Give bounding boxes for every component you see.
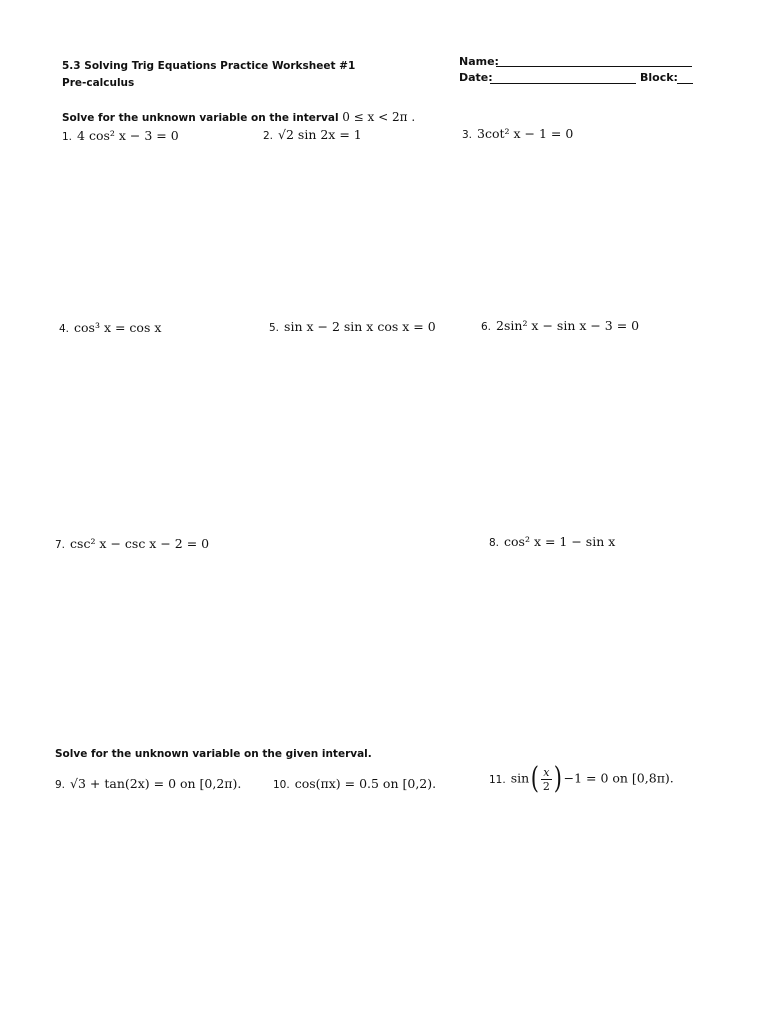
problem-3-number: 3. xyxy=(462,129,473,141)
problem-10-number: 10. xyxy=(273,779,290,791)
problem-6 xyxy=(481,318,639,333)
problem-2-number: 2. xyxy=(263,130,274,142)
course-subtitle: Pre-calculus xyxy=(62,77,135,89)
name-label: Name: xyxy=(459,55,499,68)
problem-1 xyxy=(62,128,179,143)
block-label: Block: xyxy=(640,71,678,84)
fraction xyxy=(541,766,552,793)
problem-10 xyxy=(273,776,436,791)
problem-10-equation: cos(πx) = 0.5 on [0,2). xyxy=(294,776,437,791)
problem-11-rest: −1 = 0 on [0,8π). xyxy=(563,770,674,786)
problem-3 xyxy=(462,126,573,141)
problem-4 xyxy=(59,320,161,335)
section1-interval: 0 ≤ x < 2π . xyxy=(342,110,416,124)
problem-9-number: 9. xyxy=(55,779,66,791)
problem-5-equation: sin x − 2 sin x cos x = 0 xyxy=(284,319,436,334)
problem-11-number: 11. xyxy=(489,773,506,786)
fraction-numerator: x xyxy=(541,766,552,780)
problem-2 xyxy=(263,127,362,142)
problem-8 xyxy=(489,534,615,549)
section1-instruction xyxy=(62,110,415,124)
problem-1-number: 1. xyxy=(62,131,73,143)
problem-3-equation: 3cot² x − 1 = 0 xyxy=(477,126,574,141)
date-label: Date: xyxy=(459,71,493,84)
problem-4-equation: cos³ x = cos x xyxy=(74,320,162,335)
date-line[interactable] xyxy=(490,83,636,84)
problem-1-equation: 4 cos² x − 3 = 0 xyxy=(77,128,179,143)
problem-9 xyxy=(55,776,241,791)
fraction-denominator: 2 xyxy=(542,779,550,793)
right-paren: ) xyxy=(553,761,562,796)
problem-7-equation: csc² x − csc x − 2 = 0 xyxy=(70,536,210,551)
problem-8-number: 8. xyxy=(489,537,500,549)
block-line[interactable] xyxy=(677,83,693,84)
problem-2-equation: √2 sin 2x = 1 xyxy=(278,127,362,142)
section1-instruction-text: Solve for the unknown variable on the interval xyxy=(62,112,339,124)
problem-9-equation: √3 + tan(2x) = 0 on [0,2π). xyxy=(70,776,242,791)
problem-11-function: sin xyxy=(510,770,530,786)
section2-instruction: Solve for the unknown variable on the given interval. xyxy=(55,748,372,760)
problem-5 xyxy=(269,319,436,334)
problem-7-number: 7. xyxy=(55,539,66,551)
problem-11 xyxy=(489,761,674,796)
problem-8-equation: cos² x = 1 − sin x xyxy=(504,534,616,549)
left-paren: ( xyxy=(530,761,540,796)
problem-4-number: 4. xyxy=(59,323,70,335)
problem-7 xyxy=(55,536,209,551)
name-line[interactable] xyxy=(496,66,692,67)
problem-5-number: 5. xyxy=(269,322,280,334)
worksheet-title: 5.3 Solving Trig Equations Practice Worksheet #1 xyxy=(62,60,356,72)
problem-6-equation: 2sin² x − sin x − 3 = 0 xyxy=(496,318,640,333)
problem-6-number: 6. xyxy=(481,321,492,333)
